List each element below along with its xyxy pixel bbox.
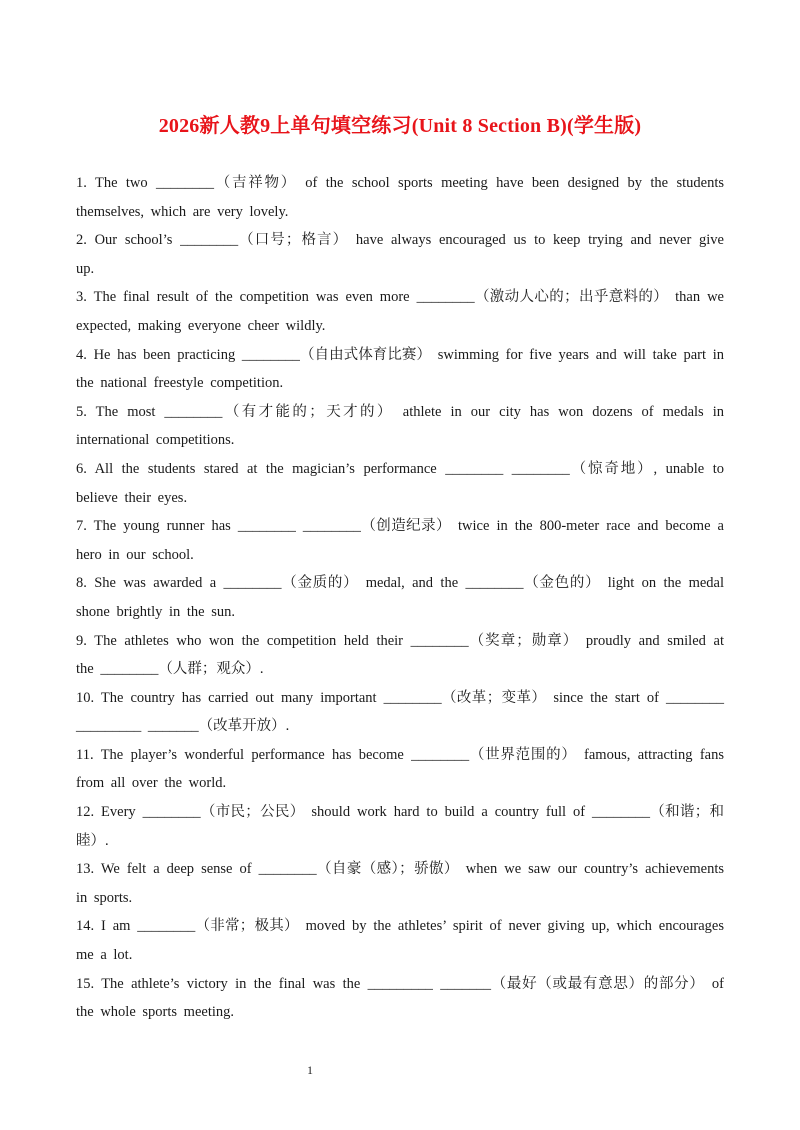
page-number: 1 [307,1063,313,1077]
question-item: 2. Our school’s ________（口号；格言） have always encouraged us to keep trying and never give up. [76,232,724,277]
question-item: 3. The final result of the competition was even more ________（激动人心的；出乎意料的） than we expected, making everyone cheer wildly. [76,289,724,334]
question-item: 14. I am ________（非常；极其） moved by the athletes’ spirit of never giving up, which encourages me a lot. [76,918,724,964]
question-item: 4. He has been practicing ________（自由式体育比赛） swimming for five years and will take part in the national freestyle competition. [76,346,724,392]
question-item: 1. The two ________（吉祥物） of the school sports meeting have been designed by the students themselves, which are very lovely. [76,175,724,220]
page-title: 2026新人教9上单句填空练习(Unit 8 Section B)(学生版) [158,115,642,137]
question-item: 15. The athlete’s victory in the final was the _________ _______（最好（或最有意思）的部分） of the whole sports meeting. [76,975,724,1021]
question-item: 8. She was awarded a ________（金质的） medal, and the ________（金色的） light on the medal shone brightly in the sun. [76,575,724,620]
question-item: 13. We felt a deep sense of ________（自豪（感）；骄傲） when we saw our country’s achievements in sports. [76,861,724,906]
question-list [76,169,724,1027]
question-item: 5. The most ________（有才能的；天才的） athlete in our city has won dozens of medals in international competitions. [76,403,724,449]
question-item: 6. All the students stared at the magician’s performance ________ ________（惊奇地）, unable to believe their eyes. [76,460,724,506]
question-item: 11. The player’s wonderful performance has become ________（世界范围的） famous, attracting fans from all over the world. [76,746,724,792]
question-item: 7. The young runner has ________ ________（创造纪录） twice in the 800-meter race and become a hero in our school. [76,518,724,563]
question-item: 12. Every ________（市民；公民） should work hard to build a country full of ________（和谐；和睦）. [76,804,724,849]
question-item: 9. The athletes who won the competition held their ________（奖章；勋章） proudly and smiled at the ________（人群；观众）. [76,632,724,678]
question-item: 10. The country has carried out many important ________（改革；变革） since the start of ________ _________ _______（改革开放）. [76,689,724,735]
